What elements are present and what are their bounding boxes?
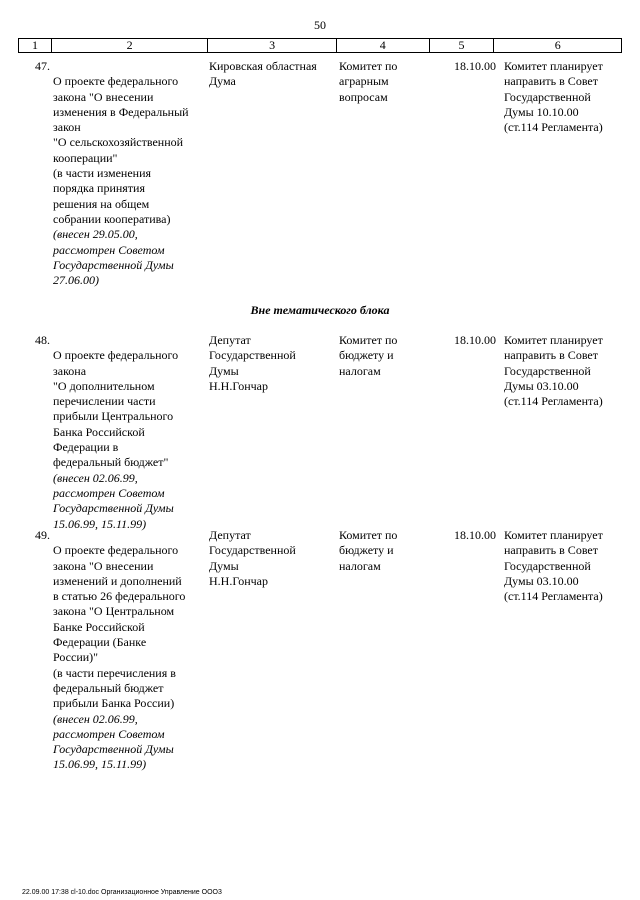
- entry-submission-note: (внесен 02.06.99, рассмотрен Советом Государственной Думы 15.06.99, 15.11.99): [53, 470, 174, 531]
- entry-date: 18.10.00: [454, 528, 496, 542]
- entry-number: 48.: [35, 333, 50, 347]
- entry-title: [53, 333, 203, 547]
- entry-title-text: О проекте федерального закона "О внесении изменений и дополнений в статью 26 федерального закона "О Центральном Банке Российской Федерации (Банке России)" (в части перечисления в федеральный бюджет прибыли Банка России): [53, 543, 186, 711]
- entry-title: [53, 59, 203, 304]
- document-footer: 22.09.00 17:38 сl-10.doc Организационное Управление ООО3: [22, 889, 222, 896]
- entry-plan: Комитет планирует направить в Совет Государственной Думы 03.10.00 (ст.114 Регламента): [504, 333, 603, 409]
- column-header-row: [18, 38, 622, 53]
- entry-author: Депутат Государственной Думы Н.Н.Гончар: [209, 528, 296, 588]
- column-header-4: 4: [337, 39, 430, 52]
- entry-committee: Комитет по аграрным вопросам: [339, 59, 398, 104]
- entry-plan: Комитет планирует направить в Совет Государственной Думы 10.10.00 (ст.114 Регламента): [504, 59, 603, 135]
- entry-committee: Комитет по бюджету и налогам: [339, 528, 398, 573]
- entry-date: 18.10.00: [454, 59, 496, 73]
- entry-submission-note: (внесен 29.05.00, рассмотрен Советом Государственной Думы 27.06.00): [53, 227, 174, 288]
- column-header-3: 3: [208, 39, 337, 52]
- entry-number: 47.: [35, 59, 50, 73]
- entry-author: Депутат Государственной Думы Н.Н.Гончар: [209, 333, 296, 393]
- entry-title-text: О проекте федерального закона "О внесении изменения в Федеральный закон "О сельскохозяйственной кооперации" (в части изменения порядка принятия решения на общем собрании кооператива): [53, 74, 189, 226]
- column-header-5: 5: [430, 39, 495, 52]
- column-header-1: 1: [19, 39, 52, 52]
- entry-date: 18.10.00: [454, 333, 496, 347]
- section-heading: Вне тематического блока: [250, 303, 390, 317]
- entry-number: 49.: [35, 528, 50, 542]
- entry-submission-note: (внесен 02.06.99, рассмотрен Советом Государственной Думы 15.06.99, 15.11.99): [53, 711, 174, 772]
- entry-title: [53, 528, 203, 788]
- entry-author: Кировская областная Дума: [209, 59, 317, 89]
- entry-title-text: О проекте федерального закона "О дополнительном перечислении части прибыли Центрального Банка Российской Федерации в федеральный бюджет": [53, 348, 179, 470]
- page-number: 50: [314, 18, 326, 32]
- entry-committee: Комитет по бюджету и налогам: [339, 333, 398, 378]
- entry-plan: Комитет планирует направить в Совет Государственной Думы 03.10.00 (ст.114 Регламента): [504, 528, 603, 604]
- column-header-6: 6: [554, 38, 561, 52]
- column-header-2: 2: [52, 39, 208, 52]
